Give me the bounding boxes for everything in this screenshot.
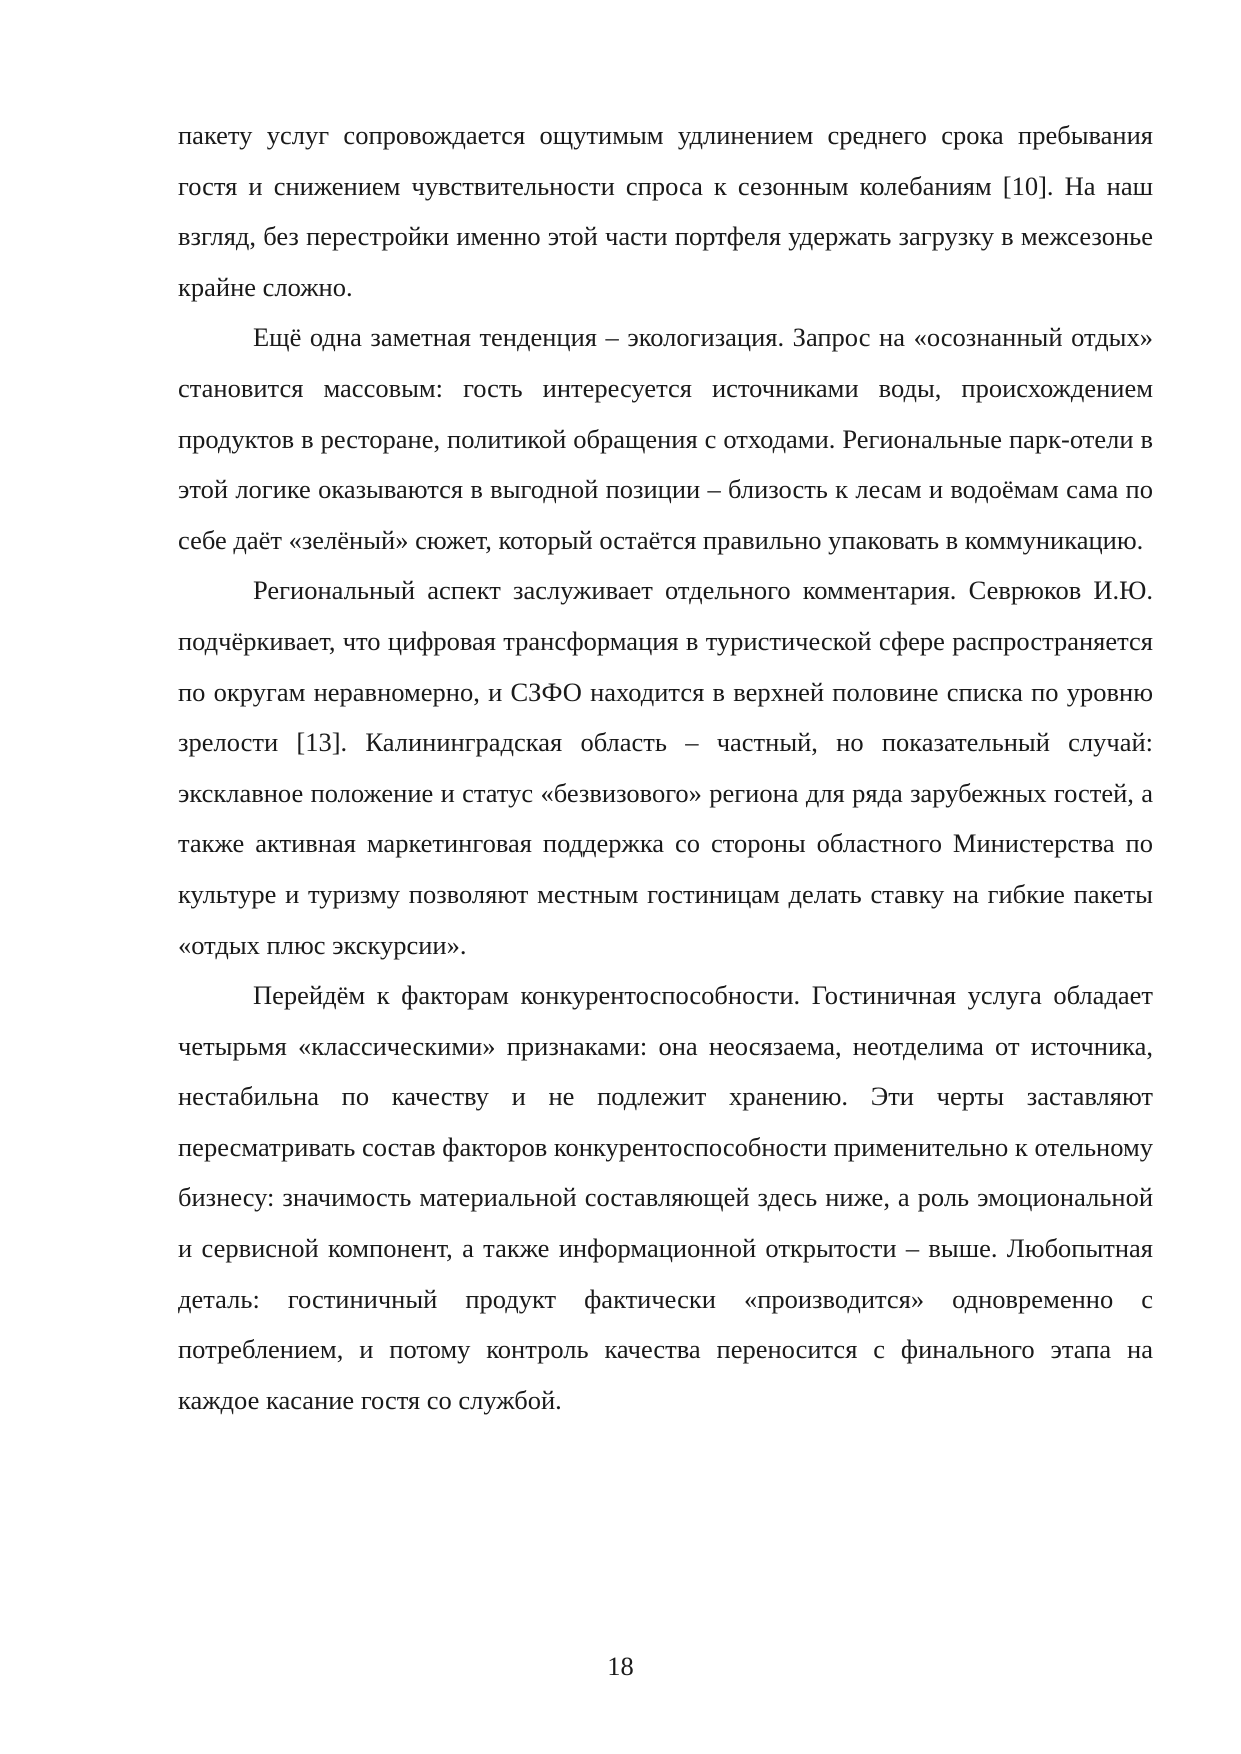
paragraph-continuation: пакету услуг сопровождается ощутимым удлинением среднего срока пребывания гостя и снижением чувствительности спроса к сезонным колебаниям [10]. На наш взгляд, без перестройки именно этой части портфеля удержать загрузку в межсезонье крайне сложно. bbox=[178, 120, 1153, 302]
body-text bbox=[178, 110, 1153, 1425]
paragraph-competitiveness: Перейдём к факторам конкурентоспособности. Гостиничная услуга обладает четырьмя «классическими» признаками: она неосязаема, неотделима от источника, нестабильна по качеству и не подлежит хранению. Эти черты заставляют пересматривать состав факторов конкурентоспособности применительно к отельному бизнесу: значимость материальной составляющей здесь ниже, а роль эмоциональной и сервисной компонент, а также информационной открытости – выше. Любопытная деталь: гостиничный продукт фактически «производится» одновременно с потреблением, и потому контроль качества переносится с финального этапа на каждое касание гостя со службой. bbox=[178, 980, 1153, 1415]
paragraph-ecologization: Ещё одна заметная тенденция – экологизация. Запрос на «осознанный отдых» становится массовым: гость интересуется источниками воды, происхождением продуктов в ресторане, политикой обращения с отходами. Региональные парк-отели в этой логике оказываются в выгодной позиции – близость к лесам и водоёмам сама по себе даёт «зелёный» сюжет, который остаётся правильно упаковать в коммуникацию. bbox=[178, 322, 1153, 555]
paragraph-regional-aspect: Региональный аспект заслуживает отдельного комментария. Севрюков И.Ю. подчёркивает, что цифровая трансформация в туристической сфере распространяется по округам неравномерно, и СЗФО находится в верхней половине списка по уровню зрелости [13]. Калининградская область – частный, но показательный случай: эксклавное положение и статус «безвизового» региона для ряда зарубежных гостей, а также активная маркетинговая поддержка со стороны областного Министерства по культуре и туризму позволяют местным гостиницам делать ставку на гибкие пакеты «отдых плюс экскурсии». bbox=[178, 575, 1153, 960]
page-number: 18 bbox=[607, 1651, 634, 1681]
